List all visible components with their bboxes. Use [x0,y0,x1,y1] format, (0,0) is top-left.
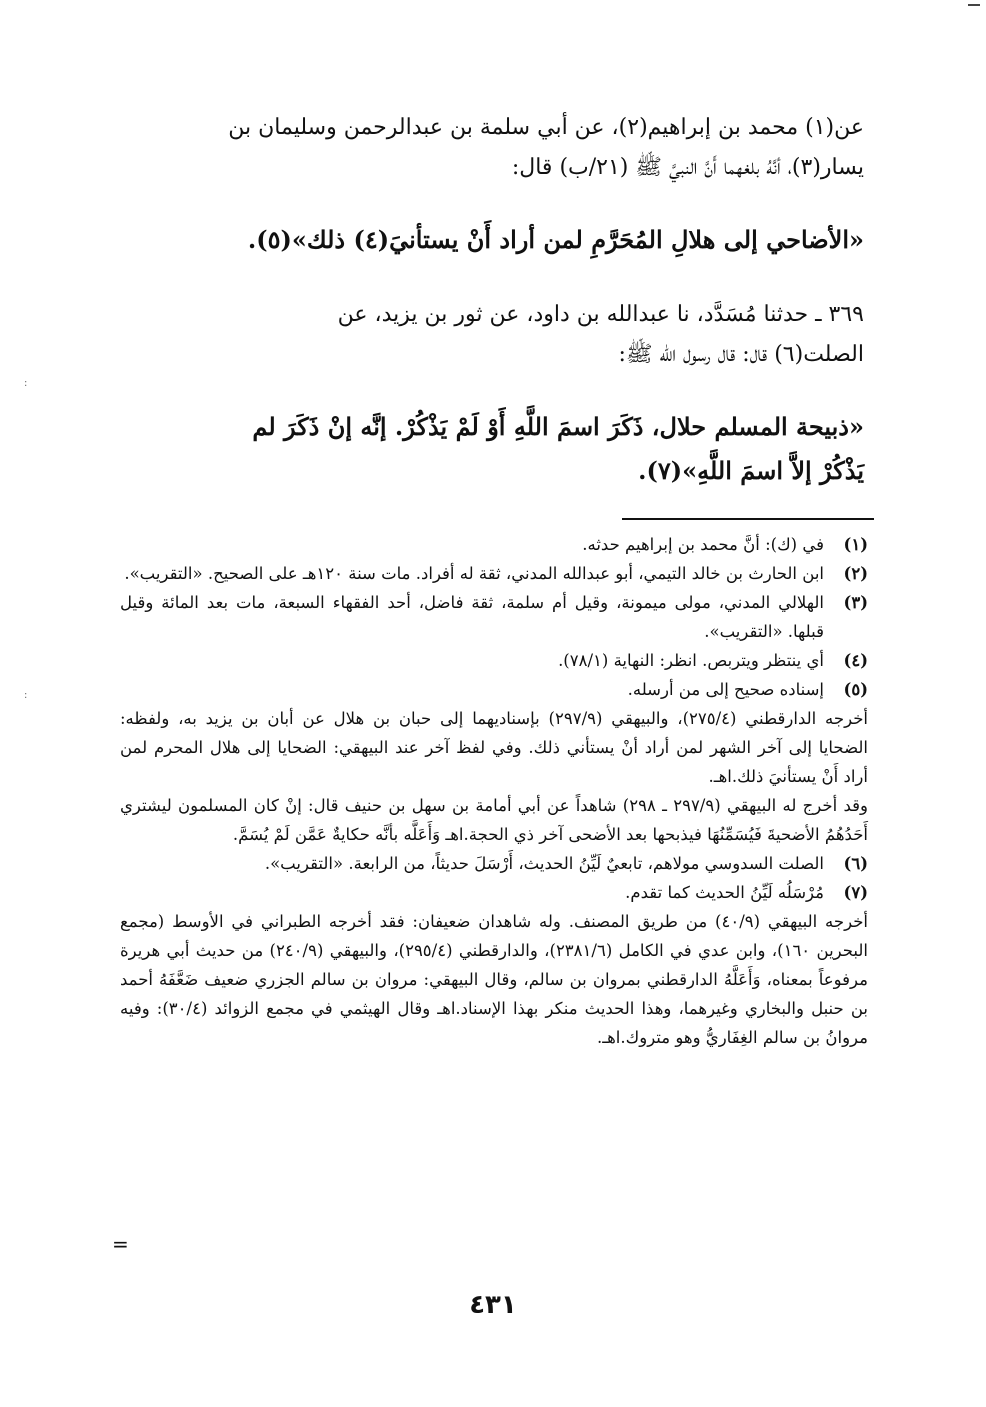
margin-dots: : [24,378,28,389]
footnote-item [120,559,868,588]
hadith-text-1: «الأضاحي إلى هلالِ المُحَرَّمِ لمن أراد أَنْ يستأنيَ(٤) ذلك»(٥). [247,225,864,254]
corner-mark [968,4,980,6]
footnote-item [120,675,868,704]
body-line: يسار(٣)، أنَّهُ بلغهما أَنَّ النبيَّ ﷺ (٢١/ب) قال: [511,155,864,180]
footnote-number: (٥) [843,680,868,699]
footnote-number: (٢) [843,564,868,583]
footnote-number: (٦) [843,854,868,873]
footnote-item [120,646,868,675]
footnote-item [120,530,868,559]
footnote-text: الصلت السدوسي مولاهم، تابعيٌ لَيِّنُ الحديث، أَرْسَلَ حديثاً، من الرابعة. «التقريب». [264,854,824,873]
body-paragraph-2 [120,295,864,375]
footnote-number: (١) [843,535,868,554]
hadith-line: يَذْكُرْ إلاَّ اسمَ اللَّهِ»(٧). [638,456,864,485]
footnote-number: (٧) [843,883,868,902]
footnote-item [120,849,868,878]
footnote-divider [622,518,874,520]
footnote-text: في (ك): أنَّ محمد بن إبراهيم حدثه. [582,535,824,554]
footnote-number: (٣) [843,593,868,612]
continuation-mark: = [112,1232,129,1256]
footnote-text: أي ينتظر ويتربص. انظر: النهاية (٧٨/١). [558,651,824,670]
footnote-item [120,878,868,907]
footnote-continuation: وقد أخرج له البيهقي (٢٩٧/٩ ـ ٢٩٨) شاهداً عن أبي أمامة بن سهل بن حنيف قال: إنْ كان المسلمون ليشتري أَحَدُهُمُ الأضحيةَ فَيُسَمِّنُهَا فيذبحها بعد الأضحى آخر ذي الحجة.اهـ وَأَعَلَّه بأنَّه حكايةٌ عَمَّن لَمْ يُسَمَّ. [120,796,868,844]
body-line: ٣٦٩ ـ حدثنا مُسَدَّد، نا عبدالله بن داود، عن ثور بن يزيد، عن [337,302,864,327]
page-number: ٤٣١ [469,1290,517,1320]
body-paragraph-1 [120,108,864,188]
footnote-continuation: أخرجه البيهقي (٤٠/٩) من طريق المصنف. وله شاهدان ضعيفان: فقد أخرجه الطبراني في الأوسط (مجمع البحرين ١٦٠)، وابن عدي في الكامل (٢٣٨١/٦)، والدارقطني (٢٩٥/٤)، والبيهقي (٢٤٠/٩) من حديث أبي هريرة مرفوعاً بمعناه، وَأَعَلَّهُ الدارقطني بمروان بن سالم، وقال البيهقي: مروان بن سالم الجزري ضعيف ضَعَّفَهُ أحمد بن حنبل والبخاري وغيرهما، وهذا الحديث منكر بهذا الإسناد.اهـ وقال الهيثمي في مجمع الزوائد (٣٠/٤): وفيه مروانُ بن سالم الغِفَاريُّ وهو متروك.اهـ. [120,912,869,1047]
footnote-continuation: أخرجه الدارقطني (٢٧٥/٤)، والبيهقي (٢٩٧/٩) بإسناديهما إلى حبان بن هلال عن أبان بن يزيد به، ولفظه: الضحايا إلى آخر الشهر لمن أراد أنْ يستأني ذلك. وفي لفظ آخر عند البيهقي: الضحايا إلى هلال المحرم لمن أراد أَنْ يستأنيَ ذلك.اهـ. [120,709,868,786]
footnote-text: الهلالي المدني، مولى ميمونة، وقيل أم سلمة، ثقة فاضل، أحد الفقهاء السبعة، مات بعد المائة وقيل قبلها. «التقريب». [120,593,824,641]
footnotes [120,530,868,1052]
footnote-text: مُرْسَلُه لَيِّنُ الحديث كما تقدم. [625,883,824,902]
hadith-line: «ذبيحة المسلم حلال، ذَكَرَ اسمَ اللَّهِ أَوْ لَمْ يَذْكُرْ. إنَّه إنْ ذَكَرَ لم [252,412,864,441]
footnote-text: إسناده صحيح إلى من أرسله. [627,680,824,699]
footnote-text: ابن الحارث بن خالد التيمي، أبو عبدالله المدني، ثقة له أفراد. مات سنة ١٢٠هـ على الصحيح. «التقريب». [124,564,824,583]
hadith-text-2 [120,405,864,493]
footnote-number: (٤) [843,651,868,670]
margin-dots: : [24,690,28,701]
body-line: عن(١) محمد بن إبراهيم(٢)، عن أبي سلمة بن عبدالرحمن وسليمان بن [228,115,864,140]
body-line: الصلت(٦) قال: قال رسول الله ﷺ: [618,342,864,367]
footnote-item [120,588,868,646]
